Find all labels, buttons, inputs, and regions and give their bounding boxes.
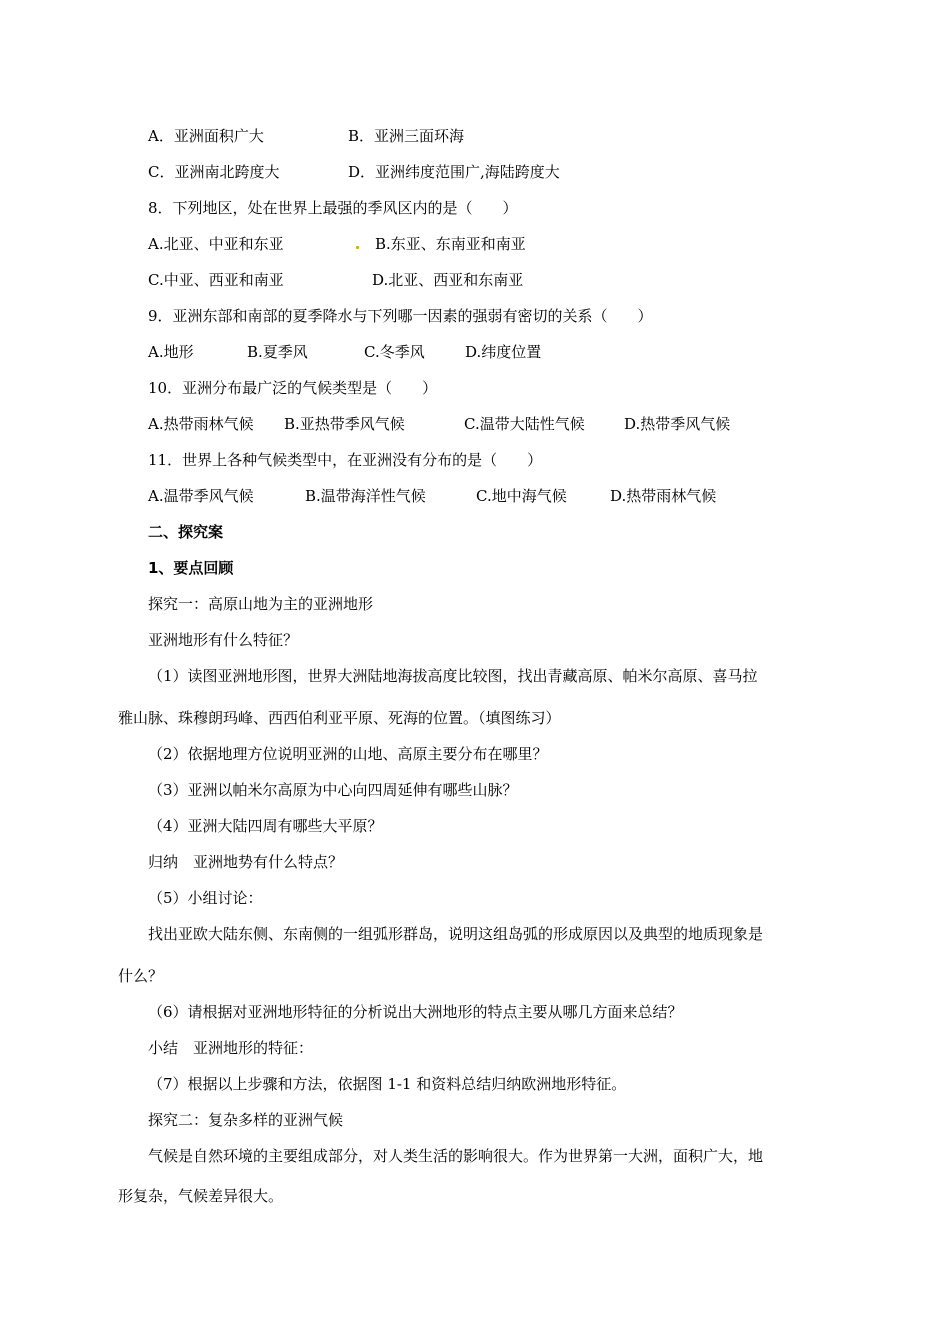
- item5-line2: 什么？: [118, 967, 164, 985]
- q11-option-b: B.温带海洋性气候: [305, 487, 426, 505]
- q8-option-d: D.北亚、西亚和东南亚: [372, 271, 524, 289]
- q9-option-c: C.冬季风: [364, 343, 425, 361]
- climate-line2: 形复杂，气候差异很大。: [118, 1187, 284, 1205]
- q7-option-d: D．亚洲纬度范围广,海陆跨度大: [348, 163, 560, 181]
- item7: （7）根据以上步骤和方法，依据图 1-1 和资料总结归纳欧洲地形特征。: [148, 1075, 627, 1093]
- summary2: 小结 亚洲地形的特征：: [148, 1039, 314, 1057]
- item6: （6）请根据对亚洲地形特征的分析说出大洲地形的特点主要从哪几方面来总结？: [148, 1003, 683, 1021]
- section-heading: 二、探究案: [148, 523, 224, 541]
- q9-option-d: D.纬度位置: [465, 343, 542, 361]
- q9-option-a: A.地形: [148, 343, 194, 361]
- q9-question: 9．亚洲东部和南部的夏季降水与下列哪一因素的强弱有密切的关系（ ）: [148, 307, 653, 325]
- speck-mark: [356, 246, 359, 249]
- q7-option-c: C．亚洲南北跨度大: [148, 163, 280, 181]
- q8-question: 8．下列地区，处在世界上最强的季风区内的是（ ）: [148, 199, 518, 217]
- q8-option-a: A.北亚、中亚和东亚: [148, 235, 284, 253]
- item2: （2）依据地理方位说明亚洲的山地、高原主要分布在哪里？: [148, 745, 548, 763]
- item3: （3）亚洲以帕米尔高原为中心向四周延伸有哪些山脉？: [148, 781, 518, 799]
- q8-option-b: B.东亚、东南亚和南亚: [375, 235, 526, 253]
- q11-option-a: A.温带季风气候: [148, 487, 254, 505]
- q10-option-c: C.温带大陆性气候: [464, 415, 585, 433]
- item5-line1: 找出亚欧大陆东侧、东南侧的一组弧形群岛，说明这组岛弧的形成原因以及典型的地质现象是: [148, 925, 764, 943]
- q10-option-b: B.亚热带季风气候: [284, 415, 405, 433]
- summary1: 归纳 亚洲地势有什么特点？: [148, 853, 344, 871]
- climate-line1: 气候是自然环境的主要组成部分，对人类生活的影响很大。作为世界第一大洲，面积广大，地: [148, 1147, 764, 1165]
- q10-question: 10．亚洲分布最广泛的气候类型是（ ）: [148, 379, 438, 397]
- q11-option-c: C.地中海气候: [476, 487, 567, 505]
- q7-option-b: B．亚洲三面环海: [348, 127, 465, 145]
- section-subheading: 1、要点回顾: [148, 559, 234, 577]
- inquiry1-question: 亚洲地形有什么特征？: [148, 631, 299, 649]
- q7-option-a: A．亚洲面积广大: [148, 127, 264, 145]
- item4: （4）亚洲大陆四周有哪些大平原？: [148, 817, 383, 835]
- q10-option-a: A.热带雨林气候: [148, 415, 254, 433]
- inquiry1-title: 探究一：高原山地为主的亚洲地形: [148, 595, 374, 613]
- q9-option-b: B.夏季风: [247, 343, 308, 361]
- q10-option-d: D.热带季风气候: [624, 415, 731, 433]
- item5: （5）小组讨论：: [148, 889, 263, 907]
- q8-option-c: C.中亚、西亚和南亚: [148, 271, 284, 289]
- item1-line2: 雅山脉、珠穆朗玛峰、西西伯利亚平原、死海的位置。（填图练习）: [118, 709, 561, 727]
- item1-line1: （1）读图亚洲地形图，世界大洲陆地海拔高度比较图，找出青藏高原、帕米尔高原、喜马拉: [148, 667, 758, 685]
- q11-question: 11．世界上各种气候类型中，在亚洲没有分布的是（ ）: [148, 451, 543, 469]
- q11-option-d: D.热带雨林气候: [610, 487, 717, 505]
- inquiry2-title: 探究二：复杂多样的亚洲气候: [148, 1111, 344, 1129]
